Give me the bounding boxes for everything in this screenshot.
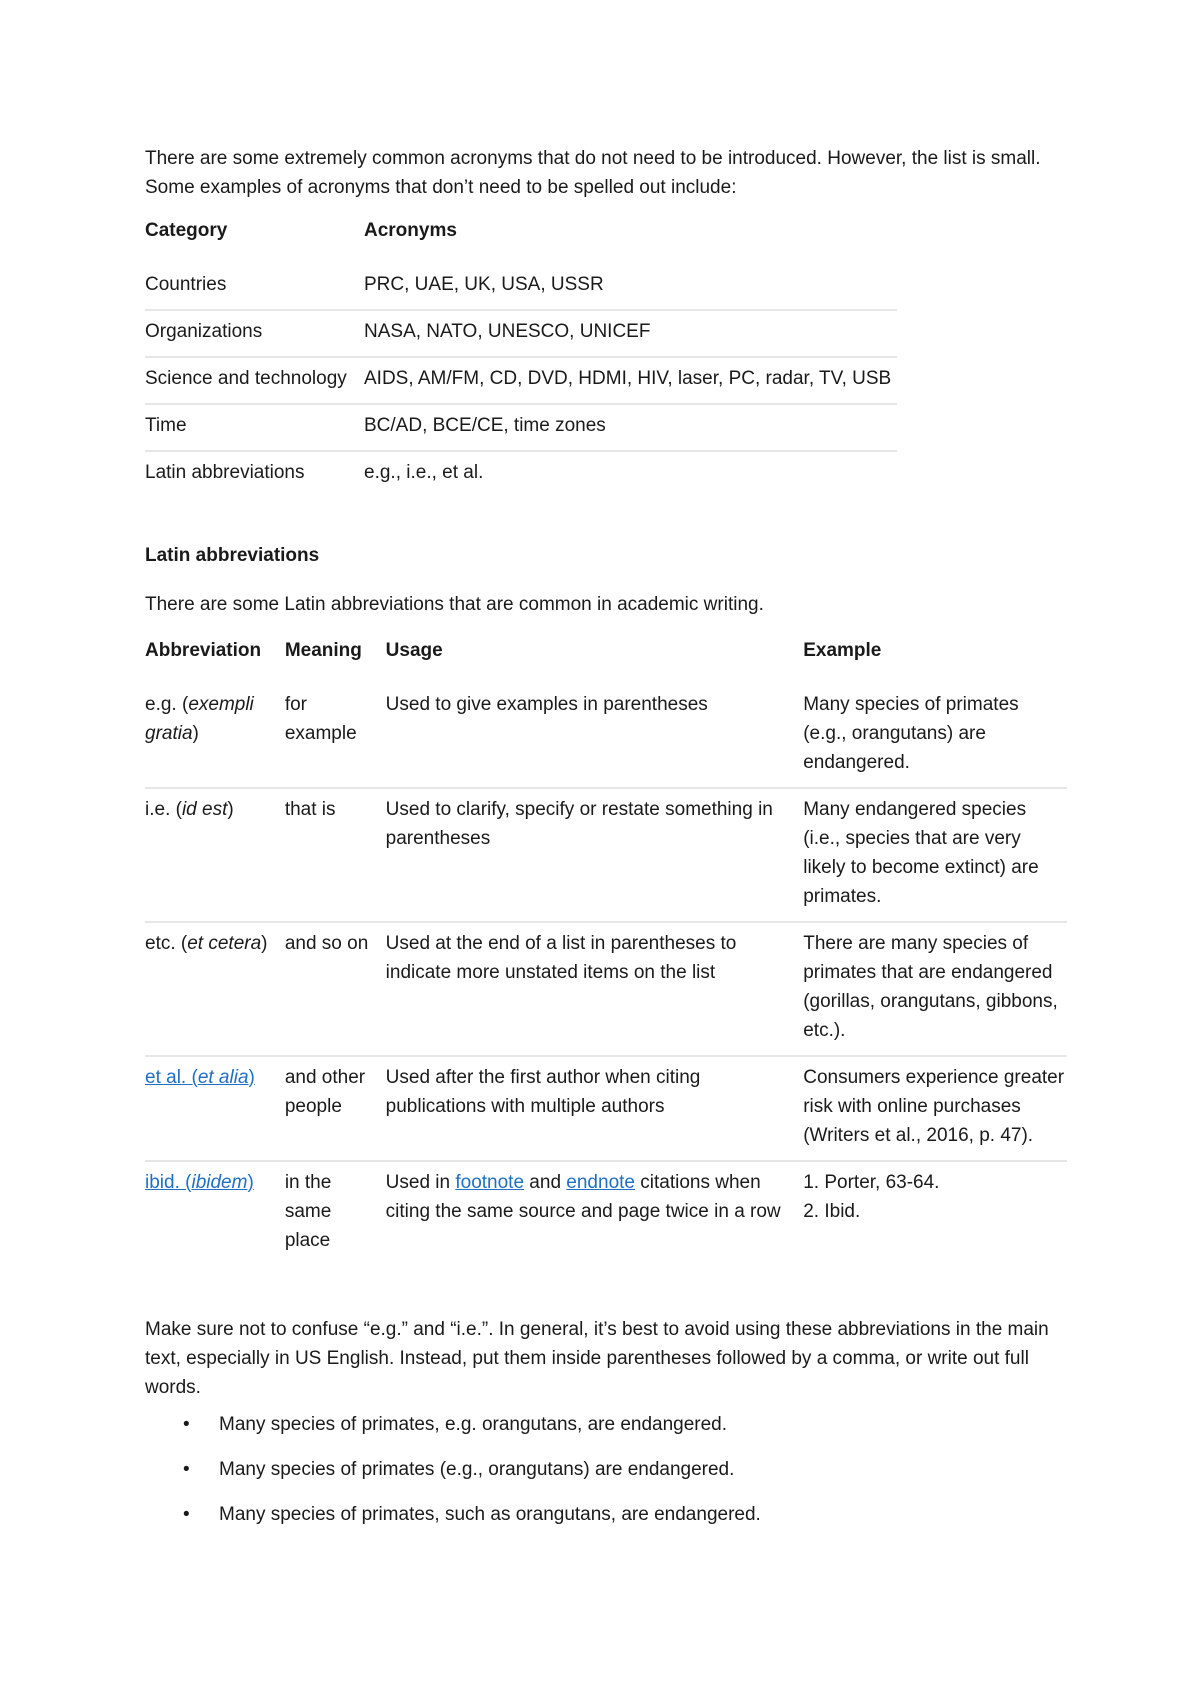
list-item — [145, 1500, 1065, 1545]
abbreviation-text: et al. ( — [145, 1067, 198, 1088]
meaning-cell: and so on — [284, 933, 369, 954]
example-line: 2. Ibid. — [803, 1201, 861, 1222]
meaning-cell: for example — [284, 694, 357, 744]
latin-abbreviations-table — [145, 636, 1067, 1265]
abbreviation-text: ibid. ( — [145, 1172, 192, 1193]
usage-cell: Used to give examples in parentheses — [385, 694, 708, 715]
category-cell: Time — [145, 415, 187, 436]
example-cell: There are many species of primates that are endangered (gorillas, orangutans, gibbons, etc.). — [803, 933, 1058, 1041]
column-header-abbreviation: Abbreviation — [145, 640, 262, 661]
column-header-category: Category — [145, 220, 228, 241]
usage-cell: Used to clarify, specify or restate something in parentheses — [385, 799, 773, 849]
table-header-row — [145, 216, 897, 264]
intro-paragraph: There are some extremely common acronyms that do not need to be introduced. However, the list is small. Some examples of acronyms that don’t need to be spelled out include: — [145, 148, 1041, 198]
abbreviation-cell — [145, 1056, 285, 1161]
latin-phrase: exempli gratia — [145, 694, 254, 744]
table-row — [145, 357, 897, 404]
meaning-cell: that is — [284, 799, 336, 820]
table-row — [145, 1161, 1067, 1265]
table-header-row — [145, 636, 1067, 684]
list-item — [145, 1455, 1065, 1500]
abbreviation-text: etc. ( — [145, 933, 188, 954]
examples-list — [145, 1410, 1065, 1545]
column-header-meaning: Meaning — [284, 640, 362, 661]
table-row — [145, 264, 897, 310]
abbreviation-text: ) — [248, 1067, 255, 1088]
abbreviation-text: ) — [192, 723, 199, 744]
category-cell: Latin abbreviations — [145, 462, 305, 483]
acronyms-cell: e.g., i.e., et al. — [364, 462, 484, 483]
usage-text: Used in — [385, 1172, 456, 1193]
abbreviation-cell — [145, 922, 285, 1056]
example-line: 1. Porter, 63-64. — [803, 1172, 940, 1193]
latin-phrase: ibidem — [191, 1172, 248, 1193]
list-item-text: Many species of primates (e.g., orangutans) are endangered. — [219, 1459, 735, 1480]
acronyms-cell: NASA, NATO, UNESCO, UNICEF — [364, 321, 651, 342]
latin-phrase: id est — [181, 799, 228, 820]
closing-paragraph: Make sure not to confuse “e.g.” and “i.e.”. In general, it’s best to avoid using these abbreviations in the main text, especially in US English. Instead, put them inside parentheses followed by a comma, or write out full words. — [145, 1319, 1049, 1398]
table-row — [145, 310, 897, 357]
example-cell: Many species of primates (e.g., orangutans) are endangered. — [803, 694, 1019, 773]
footnote-link[interactable]: footnote — [455, 1172, 525, 1193]
table-row — [145, 404, 897, 451]
acronyms-table — [145, 216, 897, 497]
meaning-cell: and other people — [284, 1067, 366, 1117]
table-row — [145, 451, 897, 497]
table-row — [145, 922, 1067, 1056]
column-header-acronyms: Acronyms — [364, 220, 457, 241]
abbreviation-cell — [145, 788, 285, 922]
column-header-usage: Usage — [385, 640, 443, 661]
usage-text: citations when citing the same source and page twice in a row — [385, 1172, 781, 1222]
bullet-icon: • — [183, 1504, 190, 1525]
list-item — [145, 1410, 1065, 1455]
acronyms-cell: PRC, UAE, UK, USA, USSR — [364, 274, 604, 295]
column-header-example: Example — [803, 640, 882, 661]
category-cell: Organizations — [145, 321, 263, 342]
acronyms-cell: AIDS, AM/FM, CD, DVD, HDMI, HIV, laser, PC, radar, TV, USB — [364, 368, 892, 389]
example-cell: Consumers experience greater risk with online purchases (Writers et al., 2016, p. 47). — [803, 1067, 1065, 1146]
et-al-link[interactable] — [145, 1067, 255, 1088]
list-item-text: Many species of primates, such as orangutans, are endangered. — [219, 1504, 761, 1525]
abbreviation-cell — [145, 1161, 285, 1265]
example-cell: Many endangered species (i.e., species that are very likely to become extinct) are primates. — [803, 799, 1039, 907]
bullet-icon: • — [183, 1414, 190, 1435]
abbreviation-text: ) — [261, 933, 268, 954]
category-cell: Science and technology — [145, 368, 347, 389]
example-cell — [803, 1161, 1067, 1265]
acronyms-cell: BC/AD, BCE/CE, time zones — [364, 415, 606, 436]
endnote-link[interactable]: endnote — [566, 1172, 635, 1193]
abbreviation-text: ) — [227, 799, 234, 820]
section-description: There are some Latin abbreviations that are common in academic writing. — [145, 594, 764, 615]
abbreviation-text: ) — [247, 1172, 254, 1193]
section-heading: Latin abbreviations — [145, 545, 320, 566]
table-row — [145, 684, 1067, 788]
ibid-link[interactable] — [145, 1172, 254, 1193]
latin-phrase: et alia — [197, 1067, 249, 1088]
table-row — [145, 1056, 1067, 1161]
latin-phrase: et cetera — [187, 933, 262, 954]
usage-cell: Used at the end of a list in parentheses to indicate more unstated items on the list — [385, 933, 737, 983]
meaning-cell: in the same place — [284, 1172, 332, 1251]
abbreviation-text: i.e. ( — [145, 799, 182, 820]
usage-text: and — [524, 1172, 567, 1193]
list-item-text: Many species of primates, e.g. orangutans, are endangered. — [219, 1414, 728, 1435]
category-cell: Countries — [145, 274, 227, 295]
usage-cell — [386, 1161, 804, 1265]
bullet-icon: • — [183, 1459, 190, 1480]
abbreviation-cell — [145, 684, 285, 788]
usage-cell: Used after the first author when citing publications with multiple authors — [385, 1067, 701, 1117]
abbreviation-text: e.g. ( — [145, 694, 189, 715]
table-row — [145, 788, 1067, 922]
